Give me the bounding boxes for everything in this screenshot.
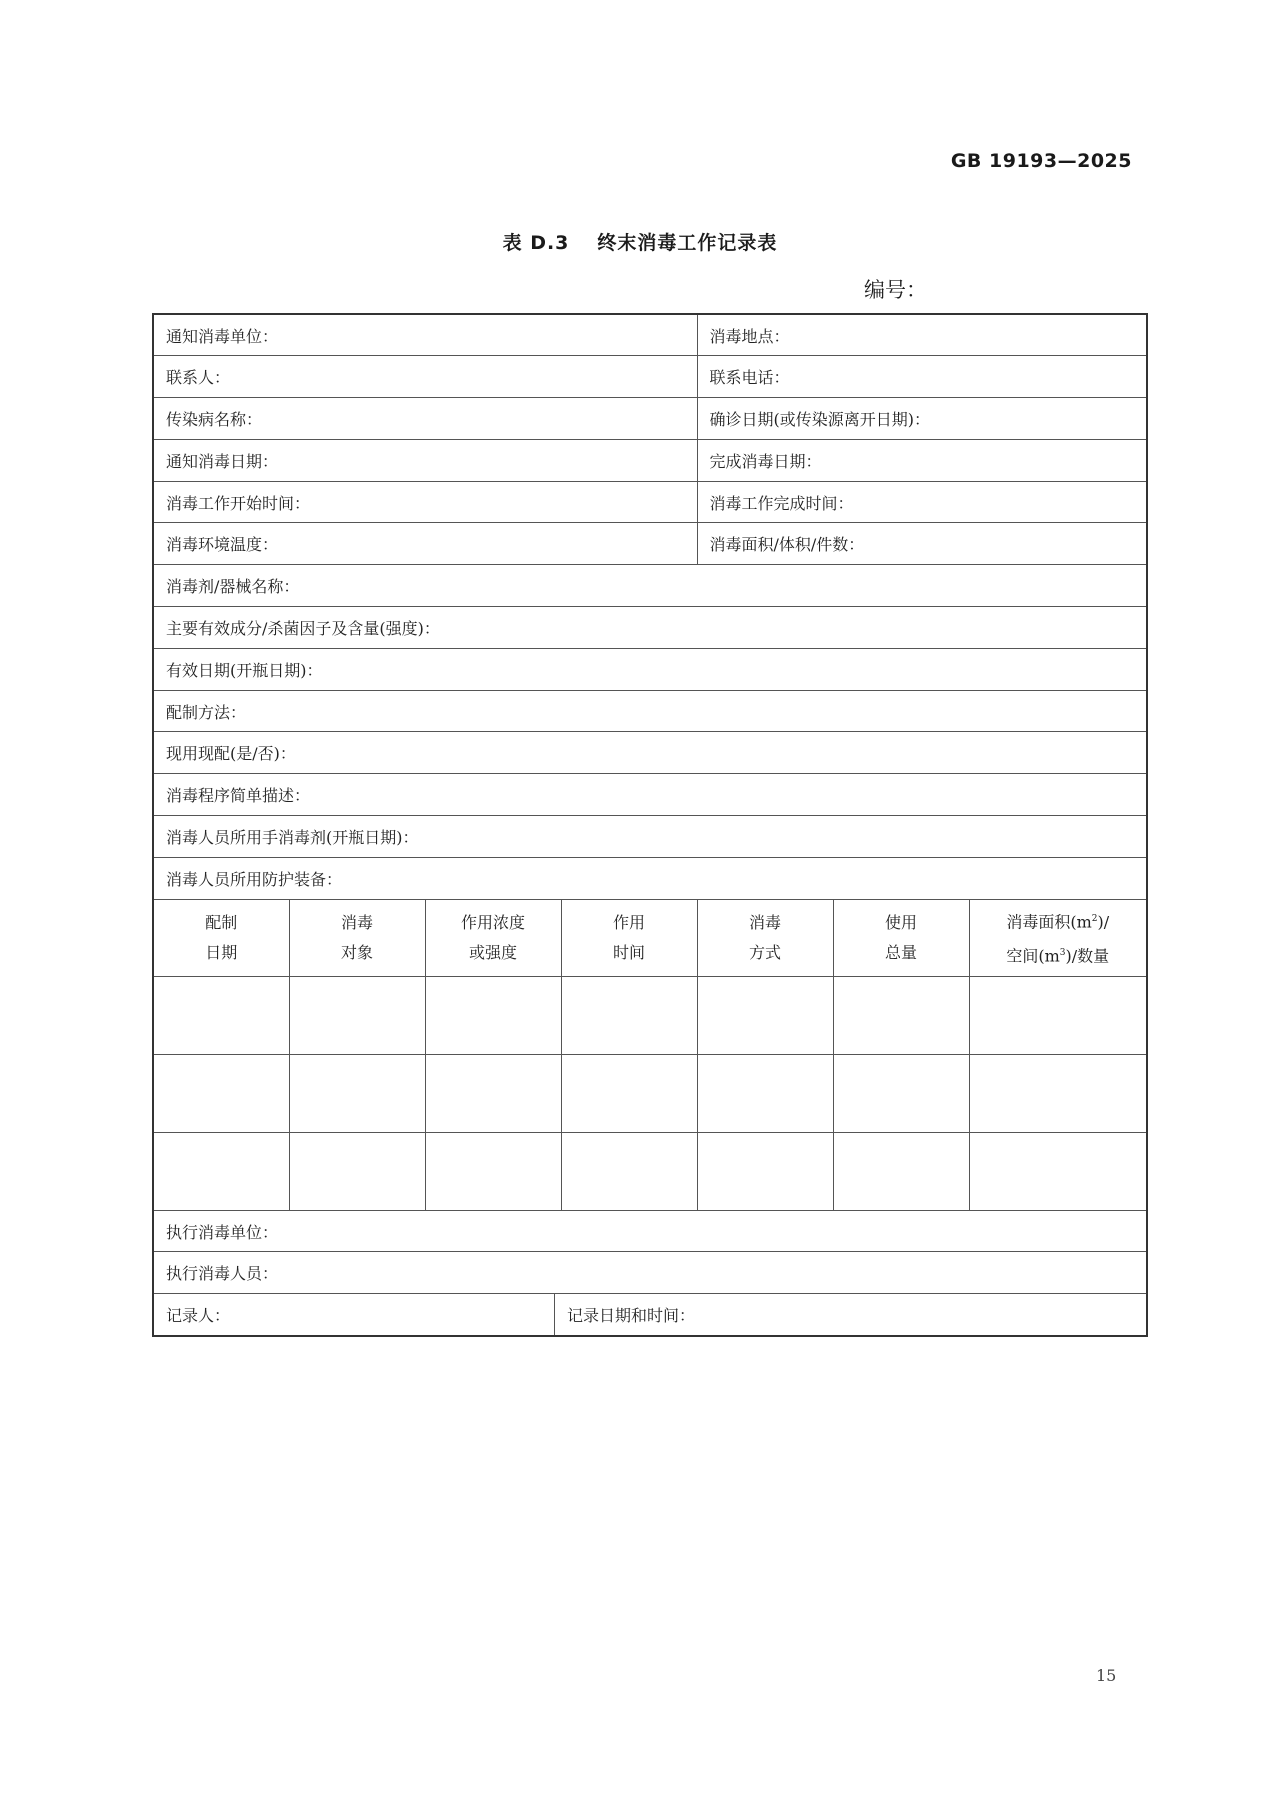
column-header-prep-date: 配制 日期 [153,899,289,976]
field-start-time[interactable]: 消毒工作开始时间： [153,481,697,523]
field-disinfection-site[interactable]: 消毒地点： [697,314,1147,356]
entry-cell[interactable] [697,1054,833,1132]
entry-cell[interactable] [425,1132,561,1210]
column-header-method: 消毒 方式 [697,899,833,976]
entry-cell[interactable] [425,976,561,1054]
entry-cell[interactable] [153,1054,289,1132]
standard-code: GB 19193—2025 [950,150,1132,172]
entry-cell[interactable] [561,1054,697,1132]
table-row [153,976,1147,1054]
entry-cell[interactable] [289,976,425,1054]
field-prepared-on-site[interactable]: 现用现配(是/否)： [153,732,1147,774]
field-disinfectant-name[interactable]: 消毒剂/器械名称： [153,565,1147,607]
entry-cell[interactable] [833,1054,969,1132]
field-area-volume-count[interactable]: 消毒面积/体积/件数： [697,523,1147,565]
entry-cell[interactable] [833,1132,969,1210]
table-number: 表 D.3 [502,232,570,254]
field-contact-phone[interactable]: 联系电话： [697,356,1147,398]
field-hand-disinfectant[interactable]: 消毒人员所用手消毒剂(开瓶日期)： [153,816,1147,858]
field-notifying-unit[interactable]: 通知消毒单位： [153,314,697,356]
field-preparation-method[interactable]: 配制方法： [153,690,1147,732]
serial-number-label: 编号： [864,278,927,302]
field-procedure-description[interactable]: 消毒程序简单描述： [153,774,1147,816]
entry-cell[interactable] [289,1054,425,1132]
entry-cell[interactable] [561,1132,697,1210]
disinfection-record-table [152,313,1148,1337]
entry-cell[interactable] [969,976,1147,1054]
field-protective-equipment[interactable]: 消毒人员所用防护装备： [153,857,1147,899]
field-contact-person[interactable]: 联系人： [153,356,697,398]
entry-cell[interactable] [697,976,833,1054]
field-finish-time[interactable]: 消毒工作完成时间： [697,481,1147,523]
field-executing-personnel[interactable]: 执行消毒人员： [153,1252,1147,1294]
column-header-area-space-quantity: 消毒面积$(m^2)/$ 空间$(m^3)/$数量 [969,899,1147,976]
table-title [0,228,1280,255]
table-row [153,1132,1147,1210]
field-environment-temperature[interactable]: 消毒环境温度： [153,523,697,565]
table-name: 终末消毒工作记录表 [597,232,778,254]
entry-cell[interactable] [697,1132,833,1210]
entry-cell[interactable] [561,976,697,1054]
column-header-action-time: 作用 时间 [561,899,697,976]
table-row [153,1054,1147,1132]
field-record-datetime[interactable]: 记录日期和时间： [567,1306,696,1326]
column-header-total-used: 使用 总量 [833,899,969,976]
page-number: 15 [1096,1666,1117,1685]
column-header-concentration: 作用浓度 或强度 [425,899,561,976]
entry-cell[interactable] [833,976,969,1054]
entry-cell[interactable] [153,976,289,1054]
field-active-ingredient[interactable]: 主要有效成分/杀菌因子及含量(强度)： [153,607,1147,649]
field-expiry-date[interactable]: 有效日期(开瓶日期)： [153,648,1147,690]
entry-cell[interactable] [969,1054,1147,1132]
field-diagnosis-date[interactable]: 确诊日期(或传染源离开日期)： [697,398,1147,440]
entry-cell[interactable] [969,1132,1147,1210]
entry-cell[interactable] [153,1132,289,1210]
field-disease-name[interactable]: 传染病名称： [153,398,697,440]
column-header-target: 消毒 对象 [289,899,425,976]
field-executing-unit[interactable]: 执行消毒单位： [153,1210,1147,1252]
field-recorder[interactable]: 记录人： [154,1294,555,1335]
field-completion-date[interactable]: 完成消毒日期： [697,439,1147,481]
entry-cell[interactable] [289,1132,425,1210]
entry-cell[interactable] [425,1054,561,1132]
field-notification-date[interactable]: 通知消毒日期： [153,439,697,481]
